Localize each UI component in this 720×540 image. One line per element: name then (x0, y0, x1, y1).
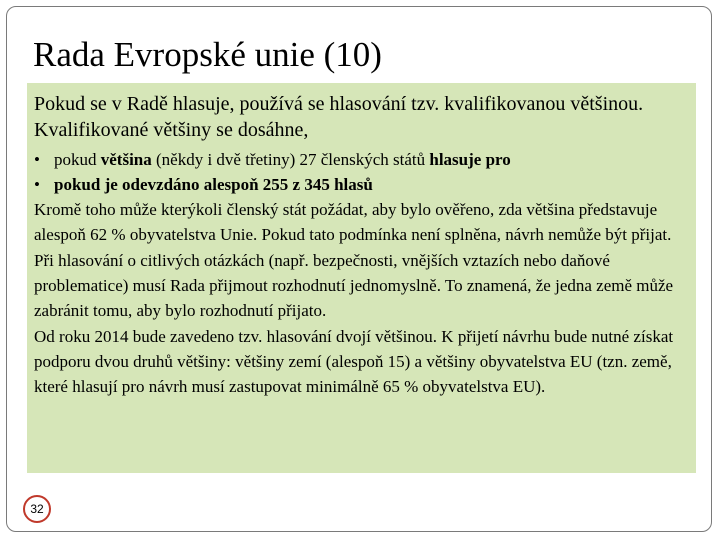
slide-frame (6, 6, 712, 532)
bullet-text-bold: hlasuje pro (429, 150, 511, 169)
bullet-list (34, 147, 688, 197)
bullet-icon: • (34, 175, 40, 194)
paragraph-unanimity: Při hlasování o citlivých otázkách (např. bezpečnosti, vnějších vztazích nebo daňové problematice) musí Rada přijmout rozhodnutí jednomyslně. To znamená, že jedna země může zabránit tomu, aby bylo rozhodnutí přijato. (34, 251, 674, 320)
bullet-icon: • (34, 150, 40, 169)
paragraph-population-check: Kromě toho může kterýkoli členský stát požádat, aby bylo ověřeno, zda většina představuje alespoň 62 % obyvatelstva Unie. Pokud tato podmínka není splněna, návrh nemůže být přijat. (34, 200, 672, 244)
bullet-item-majority (34, 147, 688, 172)
bullet-text-bold: většina (100, 150, 152, 169)
page-number-badge: 32 (23, 495, 51, 523)
bullet-text-middle: (někdy i dvě třetiny) 27 členských států (151, 150, 430, 169)
intro-paragraph: Pokud se v Radě hlasuje, používá se hlasování tzv. kvalifikovanou většinou. Kvalifikované většiny se dosáhne, (34, 93, 644, 141)
paragraph-double-majority: Od roku 2014 bude zavedeno tzv. hlasování dvojí většinou. K přijetí návrhu bude nutné získat podporu dvou druhů většiny: většiny zemí (alespoň 15) a většiny obyvatelstva EU (tzn. země, které hlasují pro návrh musí zastupovat minimálně 65 % obyvatelstva EU). (34, 327, 674, 396)
bullet-text-prefix: pokud (54, 150, 101, 169)
content-box (27, 83, 696, 473)
slide-title: Rada Evropské unie (10) (33, 35, 382, 74)
bullet-item-votes (34, 172, 688, 197)
bullet-text-bold: pokud je odevzdáno alespoň 255 z 345 hlasů (54, 175, 373, 194)
